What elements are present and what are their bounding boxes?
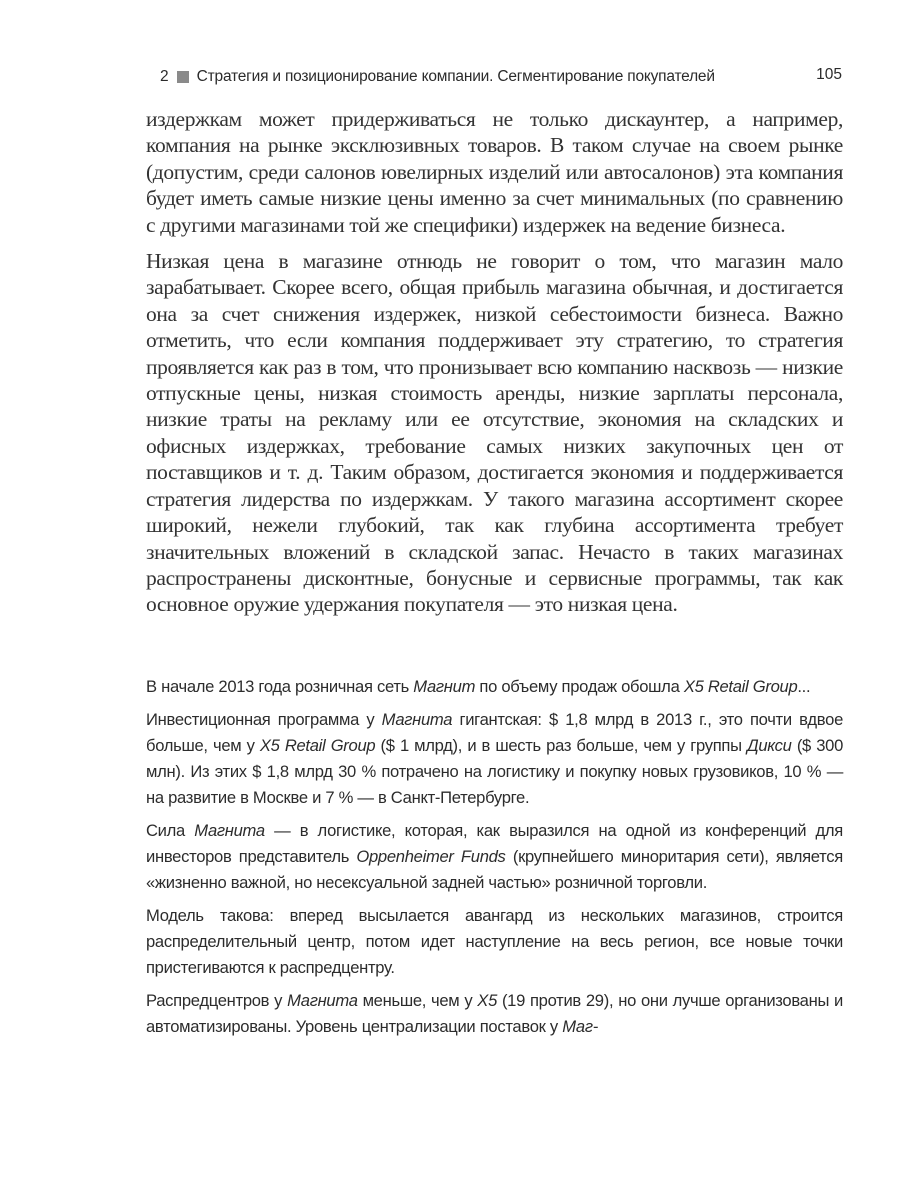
running-header [160,66,844,88]
company-name: Oppenheimer Funds [356,847,506,866]
case-study-box [146,674,843,1047]
case-paragraph: В начале 2013 года розничная сеть Магнит по объему продаж обошла X5 Retail Group... [146,677,811,696]
company-name: X5 Retail Group [259,736,376,755]
case-paragraph: Сила Магнита — в логистике, которая, как выразился на одной из конференций для инвесторов представитель Oppenheimer Funds (крупнейшего миноритария сети), является «жизненно важной, но несексуальной задней частью» розничной торговли. [146,821,843,892]
case-paragraph: Модель такова: вперед высылается авангард из нескольких магазинов, строится распределительный центр, потом идет наступление на весь регион, все новые точки пристегиваются к распредцентру. [146,906,843,977]
chapter-marker-icon [177,71,189,83]
case-paragraph: Инвестиционная программа у Магнита гигантская: $ 1,8 млрд в 2013 г., это почти вдвое больше, чем у X5 Retail Group ($ 1 млрд), и в шесть раз больше, чем у группы Дикси ($ 300 млн). Из этих $ 1,8 млрд 30 % потрачено на логистику и покупку новых грузовиков, 10 % — на развитие в Москве и 7 % — в Санкт-Петербурге. [146,710,844,807]
company-name: Магнита [381,710,453,729]
paragraph: Низкая цена в магазине отнюдь не говорит о том, что магазин мало зарабатывает. Скорее всего, общая прибыль магазина обычная, и достигается она за счет снижения издержек, низкой себестоимости бизнеса. Важно отметить, что если компания поддерживает эту стратегию, то стратегия проявляется как раз в том, что пронизывает всю компанию насквозь — низкие отпускные цены, низкая стоимость аренды, низкие зарплаты персонала, низкие траты на рекламу или ее отсутствие, экономия на складских и офисных издержках, требование самых низких закупочных цен от поставщиков и т. д. Таким образом, достигается экономия и поддерживается стратегия лидерства по издержкам. У такого магазина ассортимент скорее широкий, нежели глубокий, так как глубина ассортимента требует значительных вложений в складской запас. Нечасто в таких магазинах распространены дисконтные, бонусные и сервисные программы, так как основное оружие удержания покупателя — это низкая цена. [146,249,843,617]
company-name: Маг- [562,1017,598,1036]
main-body-text [146,106,843,628]
company-name: X5 Retail Group [683,677,798,696]
chapter-number: 2 [160,68,169,85]
paragraph: издержкам может придерживаться не только дискаунтер, а например, компания на рынке эксклюзивных товаров. В таком случае на своем рынке (допустим, среди салонов ювелирных изделий или автосалонов) эта компания будет иметь самые низкие цены именно за счет минимальных (по сравнению с другими магазинами той же специфики) издержек на ведение бизнеса. [146,107,843,237]
company-name: X5 [477,991,497,1010]
case-paragraph: Распредцентров у Магнита меньше, чем у X5 (19 против 29), но они лучше организованы и автоматизированы. Уровень централизации поставок у Маг- [146,991,843,1036]
company-name: Дикси [746,736,792,755]
page-number: 105 [816,66,842,83]
chapter-title: Стратегия и позиционирование компании. Сегментирование покупателей [196,68,715,85]
company-name: Магнита [287,991,358,1010]
company-name: Магнит [413,677,476,696]
company-name: Магнита [194,821,265,840]
